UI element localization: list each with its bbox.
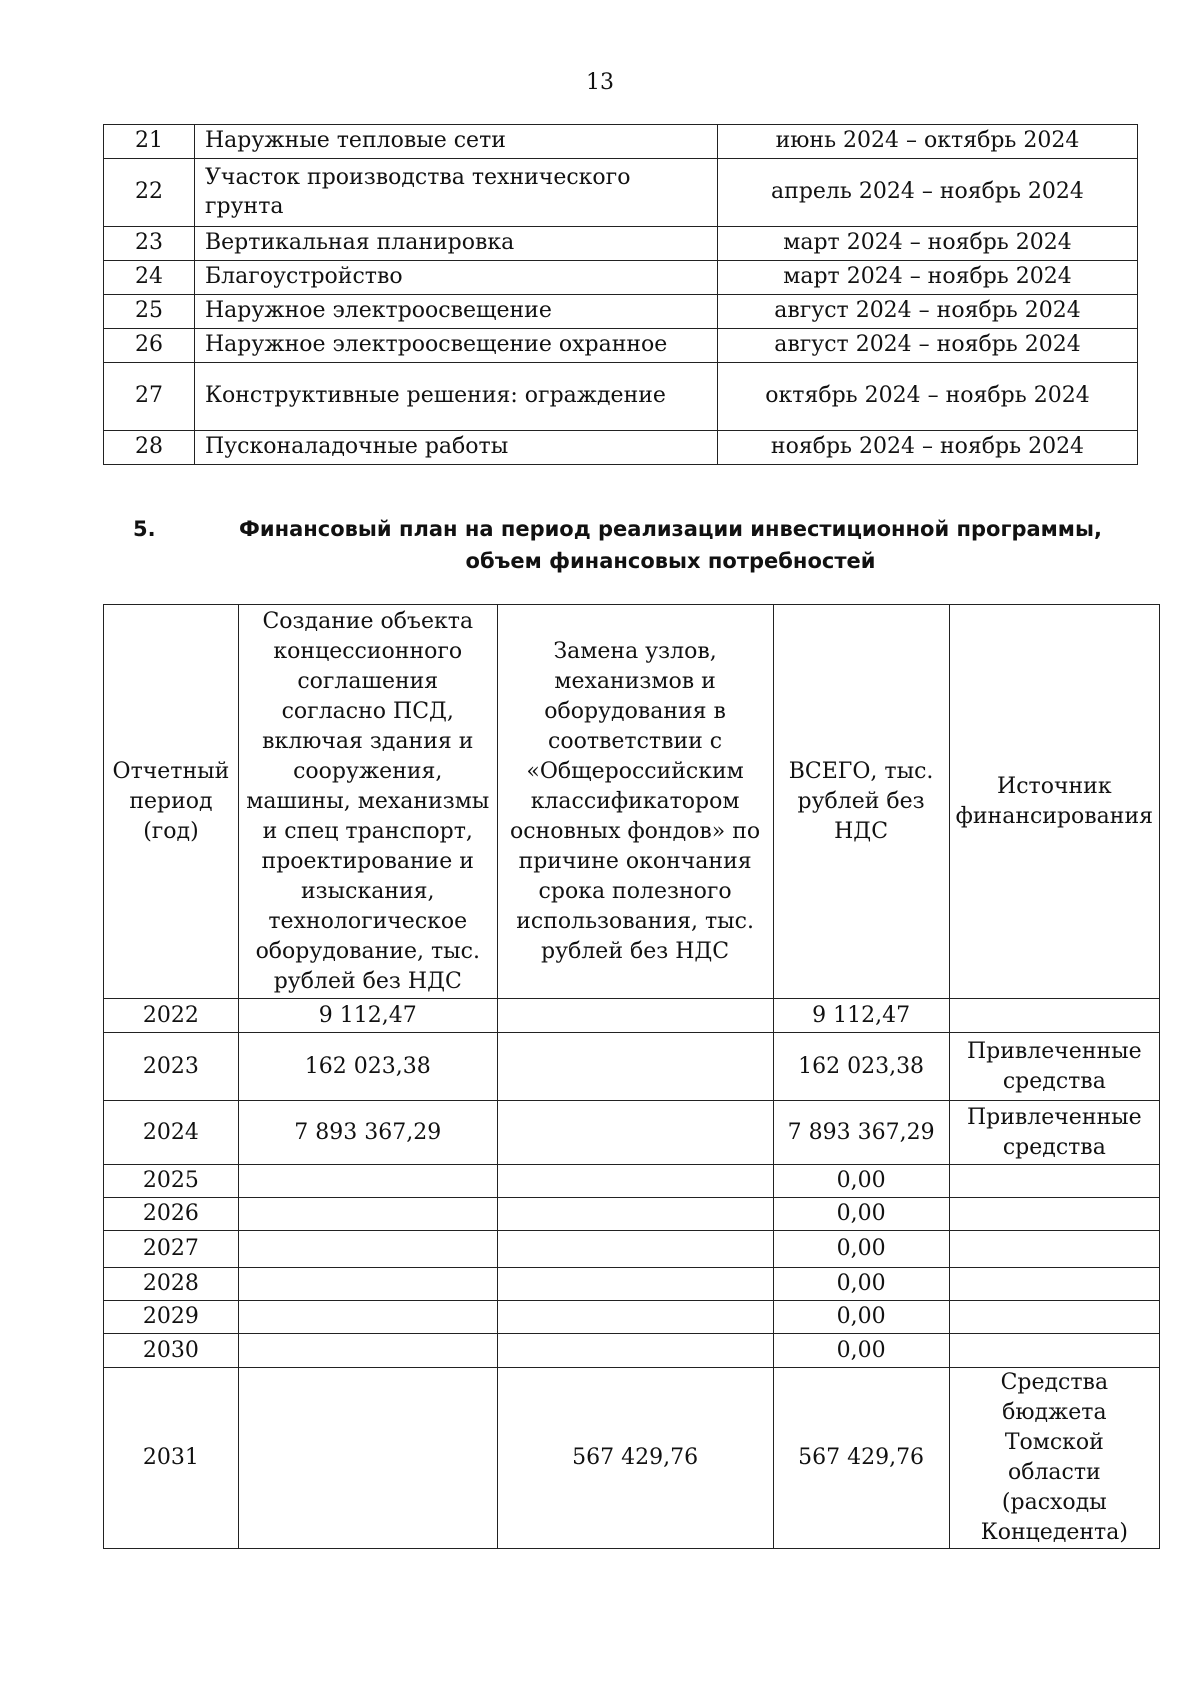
finance-cell-source: Привлеченные средства [949, 1033, 1159, 1101]
header-source: Источник финансирования [949, 605, 1159, 999]
schedule-period: ноябрь 2024 – ноябрь 2024 [718, 431, 1138, 465]
schedule-period: октябрь 2024 – ноябрь 2024 [718, 363, 1138, 431]
finance-row [104, 1334, 1160, 1368]
finance-cell-source [949, 1268, 1159, 1301]
schedule-name: Наружное электроосвещение [195, 295, 718, 329]
schedule-num: 27 [104, 363, 195, 431]
header-year: Отчетный период (год) [104, 605, 239, 999]
schedule-row [104, 363, 1138, 431]
finance-cell-total: 0,00 [773, 1231, 949, 1268]
schedule-num: 26 [104, 329, 195, 363]
finance-cell-total: 0,00 [773, 1165, 949, 1198]
finance-cell-source [949, 1231, 1159, 1268]
finance-cell-year: 2030 [104, 1334, 239, 1368]
finance-row [104, 1165, 1160, 1198]
finance-cell-create: 9 112,47 [238, 999, 497, 1033]
schedule-period: август 2024 – ноябрь 2024 [718, 295, 1138, 329]
schedule-period: март 2024 – ноябрь 2024 [718, 227, 1138, 261]
schedule-period: март 2024 – ноябрь 2024 [718, 261, 1138, 295]
finance-cell-replace [497, 1033, 773, 1101]
schedule-row [104, 431, 1138, 465]
finance-cell-year: 2023 [104, 1033, 239, 1101]
finance-cell-create [238, 1165, 497, 1198]
finance-cell-source [949, 1334, 1159, 1368]
finance-cell-total: 162 023,38 [773, 1033, 949, 1101]
finance-cell-total: 0,00 [773, 1268, 949, 1301]
finance-cell-total: 0,00 [773, 1198, 949, 1231]
section-title: Финансовый план на период реализации инвестиционной программы, объем финансовых потребностей [239, 517, 1102, 573]
schedule-row [104, 261, 1138, 295]
finance-cell-source [949, 1301, 1159, 1334]
schedule-num: 21 [104, 125, 195, 159]
section-number: 5. [133, 517, 156, 541]
finance-cell-create [238, 1334, 497, 1368]
schedule-row [104, 295, 1138, 329]
finance-cell-create [238, 1268, 497, 1301]
finance-cell-year: 2022 [104, 999, 239, 1033]
finance-row [104, 1268, 1160, 1301]
finance-table [103, 604, 1160, 1549]
schedule-name: Наружные тепловые сети [195, 125, 718, 159]
finance-cell-source: Привлеченные средства [949, 1101, 1159, 1165]
finance-cell-create: 7 893 367,29 [238, 1101, 497, 1165]
page-number: 13 [586, 70, 614, 95]
finance-cell-source [949, 999, 1159, 1033]
finance-cell-replace [497, 1165, 773, 1198]
schedule-period: июнь 2024 – октябрь 2024 [718, 125, 1138, 159]
finance-cell-replace [497, 1301, 773, 1334]
header-total: ВСЕГО, тыс. рублей без НДС [773, 605, 949, 999]
finance-cell-total: 9 112,47 [773, 999, 949, 1033]
finance-cell-replace [497, 1198, 773, 1231]
section-heading [103, 513, 1138, 577]
finance-cell-replace [497, 1231, 773, 1268]
finance-cell-year: 2028 [104, 1268, 239, 1301]
finance-cell-create: 162 023,38 [238, 1033, 497, 1101]
finance-cell-replace [497, 1268, 773, 1301]
finance-cell-create [238, 1198, 497, 1231]
finance-cell-create [238, 1231, 497, 1268]
finance-cell-total: 0,00 [773, 1334, 949, 1368]
finance-cell-total: 0,00 [773, 1301, 949, 1334]
finance-row [104, 1198, 1160, 1231]
finance-row [104, 999, 1160, 1033]
finance-row [104, 1033, 1160, 1101]
finance-cell-year: 2024 [104, 1101, 239, 1165]
finance-cell-source [949, 1198, 1159, 1231]
schedule-name: Благоустройство [195, 261, 718, 295]
finance-header-row [104, 605, 1160, 999]
schedule-row [104, 227, 1138, 261]
finance-row [104, 1231, 1160, 1268]
schedule-name: Наружное электроосвещение охранное [195, 329, 718, 363]
schedule-period: август 2024 – ноябрь 2024 [718, 329, 1138, 363]
schedule-num: 23 [104, 227, 195, 261]
finance-cell-replace [497, 1101, 773, 1165]
finance-cell-replace: 567 429,76 [497, 1368, 773, 1549]
schedule-num: 28 [104, 431, 195, 465]
schedule-row [104, 159, 1138, 227]
finance-cell-year: 2026 [104, 1198, 239, 1231]
finance-cell-total: 7 893 367,29 [773, 1101, 949, 1165]
header-create: Создание объекта концессионного соглашения согласно ПСД, включая здания и сооружения, машины, механизмы и спец транспорт, проектирование и изыскания, технологическое оборудование, тыс. рублей без НДС [238, 605, 497, 999]
header-replace: Замена узлов, механизмов и оборудования в соответствии с «Общероссийским классификатором основных фондов» по причине окончания срока полезного использования, тыс. рублей без НДС [497, 605, 773, 999]
finance-cell-replace [497, 1334, 773, 1368]
schedule-table [103, 124, 1138, 465]
finance-row [104, 1301, 1160, 1334]
schedule-name: Конструктивные решения: ограждение [195, 363, 718, 431]
finance-cell-year: 2027 [104, 1231, 239, 1268]
finance-cell-total: 567 429,76 [773, 1368, 949, 1549]
finance-cell-create [238, 1368, 497, 1549]
finance-cell-source: Средства бюджета Томской области (расходы Концедента) [949, 1368, 1159, 1549]
schedule-period: апрель 2024 – ноябрь 2024 [718, 159, 1138, 227]
schedule-row [104, 125, 1138, 159]
schedule-num: 22 [104, 159, 195, 227]
finance-cell-create [238, 1301, 497, 1334]
finance-cell-year: 2031 [104, 1368, 239, 1549]
finance-cell-replace [497, 999, 773, 1033]
schedule-row [104, 329, 1138, 363]
schedule-name: Вертикальная планировка [195, 227, 718, 261]
schedule-name: Участок производства технического грунта [195, 159, 718, 227]
finance-row [104, 1101, 1160, 1165]
schedule-num: 25 [104, 295, 195, 329]
finance-cell-year: 2025 [104, 1165, 239, 1198]
finance-cell-year: 2029 [104, 1301, 239, 1334]
finance-row [104, 1368, 1160, 1549]
schedule-num: 24 [104, 261, 195, 295]
schedule-name: Пусконаладочные работы [195, 431, 718, 465]
finance-cell-source [949, 1165, 1159, 1198]
